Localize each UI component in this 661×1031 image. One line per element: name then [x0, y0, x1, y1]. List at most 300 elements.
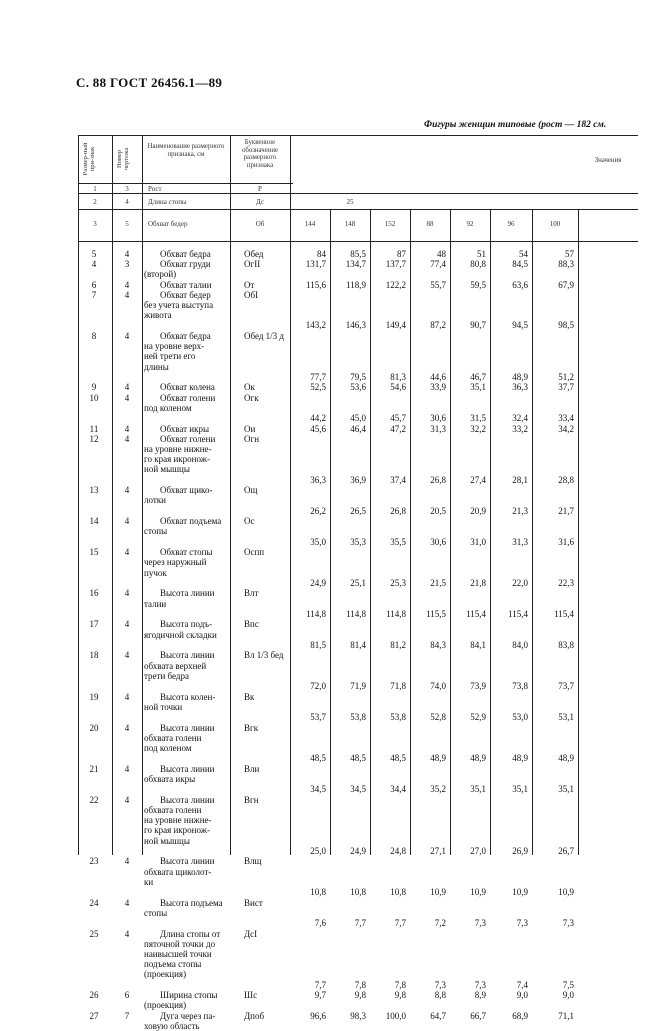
measure-name: Обхват бедер — [160, 289, 211, 300]
measure-name: лотки — [144, 495, 166, 506]
row-number: 11 — [89, 423, 99, 434]
value-cell: 7,3 — [434, 979, 446, 990]
value-cell: 64,7 — [430, 1010, 446, 1021]
value-cell: 10,9 — [512, 887, 528, 897]
value-cell: 25,3 — [390, 577, 406, 588]
value-cell: 34,5 — [310, 784, 326, 795]
drawing-number: 4 — [124, 433, 130, 444]
measure-name: стопы — [144, 907, 168, 918]
value-cell: 7,8 — [354, 979, 366, 990]
value-cell: 96 — [507, 220, 515, 228]
measure-code: Обед 1/3 д — [244, 331, 284, 341]
value-cell: 52,5 — [310, 382, 326, 393]
drawing-number: 4 — [124, 279, 130, 290]
drawing-number: 4 — [124, 485, 130, 496]
measure-name: Обхват голени — [160, 392, 216, 403]
value-cell: 35,1 — [470, 784, 486, 795]
value-cell: 33,4 — [558, 413, 574, 423]
drawing-number: 3 — [125, 185, 129, 193]
value-cell: 77,7 — [310, 371, 326, 382]
value-cell: 7,3 — [474, 918, 486, 928]
value-cell: 31,6 — [558, 536, 574, 547]
measure-code: Дс — [256, 198, 264, 206]
value-cell: 81,5 — [310, 639, 326, 650]
value-cell: 25,1 — [350, 577, 366, 588]
value-cell: 26,7 — [558, 845, 574, 856]
measure-name: ной точки — [144, 701, 183, 712]
value-cell: 20,9 — [470, 505, 486, 516]
measure-name: го края икронож- — [144, 825, 210, 836]
measure-code: Ощ — [244, 485, 258, 496]
value-cell: 67,9 — [558, 279, 574, 290]
measure-name: под коленом — [144, 402, 192, 413]
measure-name: Высота подъема — [160, 897, 223, 908]
drawing-number: 4 — [124, 650, 130, 661]
value-cell: 35,3 — [350, 536, 366, 547]
row-number: 6 — [91, 279, 97, 290]
value-cell: 36,3 — [512, 382, 528, 393]
row-number: 22 — [89, 794, 99, 805]
value-cell: 24,8 — [390, 845, 406, 856]
measure-name: длины — [144, 361, 169, 372]
value-cell: 66,7 — [470, 1010, 486, 1021]
measure-code: Впс — [244, 619, 259, 630]
value-cell: 73,7 — [558, 681, 574, 691]
col-rule — [410, 209, 411, 855]
row-number: 10 — [89, 392, 99, 403]
value-cell: 81,2 — [390, 639, 406, 650]
measure-code: Огк — [244, 392, 259, 403]
measure-name: живота — [144, 310, 172, 321]
value-cell: 71,9 — [350, 681, 366, 691]
value-cell: 48,9 — [430, 753, 446, 764]
value-cell: 31,3 — [512, 536, 528, 547]
value-cell: 87,2 — [430, 320, 446, 331]
drawing-number: 4 — [124, 691, 130, 702]
value-cell: 96,6 — [310, 1010, 326, 1021]
value-cell: 46,4 — [350, 423, 366, 434]
value-cell: 7,5 — [562, 979, 574, 990]
measure-name: го края икронож- — [144, 454, 210, 465]
measure-name: Обхват груди — [160, 259, 211, 270]
value-cell: 26,2 — [310, 505, 326, 516]
value-cell: 10,9 — [470, 887, 486, 897]
row-rule — [78, 241, 638, 242]
measure-name: Высота линии — [160, 856, 215, 867]
measure-code: Огн — [244, 433, 260, 444]
value-cell: 28,8 — [558, 474, 574, 485]
row-number: 15 — [89, 547, 99, 558]
col-rule — [490, 209, 491, 855]
drawing-number: 4 — [124, 516, 130, 527]
measure-name: обхвата голени — [144, 805, 202, 815]
drawing-number: 4 — [124, 249, 130, 259]
measure-name: Высота линии — [160, 588, 215, 599]
value-cell: 34,2 — [558, 423, 574, 434]
value-cell: 45,6 — [310, 423, 326, 434]
row-number: 14 — [89, 516, 99, 527]
col-rule — [330, 209, 331, 855]
measure-name: Дуга через па- — [160, 1010, 216, 1021]
value-cell: 24,9 — [310, 577, 326, 588]
measure-code: ОбI — [244, 289, 259, 300]
measure-code: Вгн — [244, 794, 259, 805]
measure-code: ОгII — [244, 259, 261, 270]
measure-name: (проекция) — [144, 1000, 187, 1011]
value-cell: 114,8 — [346, 608, 366, 619]
measure-code: Обед — [244, 249, 264, 259]
measure-name: Обхват колена — [160, 382, 215, 393]
value-cell: 21,8 — [470, 577, 486, 588]
measure-code: Влт — [244, 588, 259, 599]
value-cell: 54,6 — [390, 382, 406, 393]
value-cell: 98,5 — [558, 320, 574, 331]
table-title: Фигуры женщин типовые (рост — 182 см. — [424, 120, 607, 130]
value-cell: 25 — [346, 198, 354, 206]
row-number: 12 — [89, 433, 99, 444]
drawing-number: 4 — [124, 289, 130, 300]
measure-name: Обхват бедер — [148, 220, 188, 228]
row-number: 1 — [93, 185, 97, 193]
value-cell: 37,7 — [558, 382, 574, 393]
measure-name: обхвата икры — [144, 774, 196, 784]
value-cell: 27,0 — [470, 845, 486, 856]
value-cell: 55,7 — [430, 279, 446, 290]
value-cell: 53,8 — [390, 712, 406, 722]
measure-name: на уровне нижне- — [144, 815, 212, 826]
measure-name: ной мышцы — [144, 835, 190, 846]
drawing-number: 4 — [124, 897, 130, 908]
value-cell: 71,1 — [558, 1010, 574, 1021]
value-cell: 149,4 — [385, 320, 406, 331]
value-cell: 21,3 — [512, 505, 528, 516]
value-cell: 33,9 — [430, 382, 446, 393]
value-cell: 30,6 — [430, 536, 446, 547]
value-cell: 52,8 — [430, 712, 446, 722]
measure-code: ДсI — [244, 928, 258, 939]
value-cell: 122,2 — [385, 279, 406, 290]
value-cell: 90,7 — [470, 320, 486, 331]
measure-code: Оспп — [244, 547, 265, 558]
row-number: 5 — [91, 249, 97, 259]
drawing-number: 5 — [125, 220, 129, 228]
measure-name: (второй) — [144, 269, 177, 280]
value-cell: 9,8 — [394, 990, 406, 1001]
value-cell: 47,2 — [390, 423, 406, 434]
value-cell: 27,4 — [470, 474, 486, 485]
value-cell: 72,0 — [310, 681, 326, 691]
value-cell: 83,8 — [558, 639, 574, 650]
measure-name: Обхват бедра — [160, 331, 211, 341]
measure-code: Вли — [244, 763, 260, 774]
page-header: С. 88 ГОСТ 26456.1—89 — [76, 75, 223, 90]
value-cell: 152 — [384, 220, 396, 228]
measure-name: пучок — [144, 567, 167, 578]
row-number: 9 — [91, 382, 97, 393]
header-col-sign: Размер-ный при-знак — [82, 142, 96, 176]
value-cell: 7,4 — [516, 979, 528, 990]
measure-name: Высота линии — [160, 794, 215, 805]
value-cell: 88,3 — [558, 259, 574, 270]
row-number: 24 — [89, 897, 99, 908]
value-cell: 77,4 — [430, 259, 446, 270]
drawing-number: 7 — [124, 1010, 130, 1021]
measure-name: обхвата щиколот- — [144, 866, 212, 877]
value-cell: 32,2 — [470, 423, 486, 434]
value-cell: 51,2 — [558, 371, 574, 382]
value-cell: 9,0 — [562, 990, 574, 1001]
drawing-number: 4 — [124, 588, 130, 599]
row-number: 16 — [89, 588, 99, 599]
row-number: 2 — [93, 198, 97, 206]
value-cell: 21,7 — [558, 505, 574, 516]
value-cell: 137,7 — [385, 259, 406, 270]
measure-code: Шс — [244, 990, 258, 1001]
measure-name: Высота линии — [160, 763, 215, 774]
value-cell: 73,8 — [512, 681, 528, 691]
value-cell: 48,5 — [350, 753, 366, 764]
drawing-number: 4 — [124, 331, 130, 341]
value-cell: 53,1 — [558, 712, 574, 722]
value-cell: 148 — [344, 220, 356, 228]
value-cell: 35,1 — [470, 382, 486, 393]
value-cell: 100,0 — [385, 1010, 406, 1021]
drawing-number: 4 — [124, 856, 130, 867]
value-cell: 37,4 — [390, 474, 406, 485]
measure-name: Обхват талии — [160, 279, 212, 290]
row-number: 27 — [89, 1010, 99, 1021]
value-cell: 131,7 — [305, 259, 326, 270]
value-cell: 48,9 — [512, 371, 528, 382]
value-cell: 26,8 — [430, 474, 446, 485]
value-cell: 53,7 — [310, 712, 326, 722]
measure-name: ной мышцы — [144, 464, 190, 475]
value-cell: 31,0 — [470, 536, 486, 547]
row-number: 21 — [89, 763, 99, 774]
measure-name: подъема стопы — [144, 959, 202, 970]
value-cell: 9,7 — [314, 990, 326, 1001]
measure-code: Ос — [244, 516, 255, 527]
value-cell: 73,9 — [470, 681, 486, 691]
measure-code: Об — [255, 220, 265, 228]
value-cell: 8,8 — [434, 990, 446, 1001]
value-cell: 24,9 — [350, 845, 366, 856]
measure-name: ховую область — [144, 1020, 200, 1031]
value-cell: 48,9 — [558, 753, 574, 764]
measure-name: трети бедра — [144, 670, 189, 681]
measure-name: без учета выступа — [144, 300, 214, 310]
value-cell: 63,6 — [512, 279, 528, 290]
measure-name: стопы — [144, 526, 168, 537]
measure-name: ягодичной складки — [144, 629, 217, 640]
value-cell: 10,8 — [390, 887, 406, 897]
measure-name: через наружный — [144, 557, 207, 568]
drawing-number: 4 — [124, 722, 130, 733]
value-cell: 7,7 — [354, 918, 366, 928]
col-rule — [450, 209, 451, 855]
col-rule — [230, 135, 231, 855]
value-cell: 25,0 — [310, 845, 326, 856]
value-cell: 9,0 — [516, 990, 528, 1001]
value-cell: 46,7 — [470, 371, 486, 382]
value-cell: 53,0 — [512, 712, 528, 722]
col-rule — [532, 209, 533, 855]
measure-code: Влщ — [244, 856, 262, 867]
value-cell: 26,9 — [512, 845, 528, 856]
measure-name: Обхват голени — [160, 433, 216, 444]
value-cell: 144 — [304, 220, 316, 228]
measure-name: ки — [144, 876, 154, 887]
measure-name: Ширина стопы — [160, 990, 218, 1001]
measure-name: под коленом — [144, 743, 192, 753]
value-cell: 35,1 — [558, 784, 574, 795]
value-cell: 22,0 — [512, 577, 528, 588]
value-cell: 85,5 — [350, 249, 366, 259]
value-cell: 48,9 — [512, 753, 528, 764]
measure-name: Обхват икры — [160, 423, 210, 434]
value-cell: 84,1 — [470, 639, 486, 650]
measure-name: Высота подъ- — [160, 619, 213, 630]
value-cell: 26,5 — [350, 505, 366, 516]
value-cell: 32,4 — [512, 413, 528, 423]
drawing-number: 4 — [124, 382, 130, 393]
measure-name: на уровне нижне- — [144, 444, 212, 454]
col-rule — [142, 135, 143, 855]
measure-name: Обхват стопы — [160, 547, 213, 558]
row-number: 23 — [89, 856, 99, 867]
value-cell: 9,8 — [354, 990, 366, 1001]
drawing-number: 6 — [124, 990, 130, 1001]
value-cell: 7,6 — [314, 918, 326, 928]
measure-name: Высота линии — [160, 722, 215, 733]
value-cell: 84,0 — [512, 639, 528, 650]
value-cell: 35,5 — [390, 536, 406, 547]
measure-name: наивысшей точки — [144, 949, 212, 959]
value-cell: 114,8 — [306, 608, 326, 619]
row-number: 18 — [89, 650, 99, 661]
value-cell: 35,0 — [310, 536, 326, 547]
value-cell: 100 — [549, 220, 561, 228]
value-cell: 81,4 — [350, 639, 366, 650]
drawing-number: 4 — [124, 763, 130, 774]
measurement-table — [78, 135, 638, 1031]
measure-code: Вгк — [244, 722, 259, 733]
header-col-drawing: Номер чертежа — [116, 147, 130, 171]
value-cell: 31,3 — [430, 423, 446, 434]
value-cell: 8,9 — [474, 990, 486, 1001]
measure-code: Вк — [244, 691, 255, 702]
value-cell: 7,3 — [562, 918, 574, 928]
value-cell: 48,5 — [390, 753, 406, 764]
value-cell: 57 — [565, 249, 574, 259]
row-number: 19 — [89, 691, 99, 702]
value-cell: 48,9 — [470, 753, 486, 764]
value-cell: 115,6 — [306, 279, 326, 290]
measure-name: талии — [144, 598, 167, 609]
value-cell: 79,5 — [350, 371, 366, 382]
header-col-name: Наименование размерного признака, см — [147, 143, 225, 158]
value-cell: 143,2 — [305, 320, 326, 331]
measure-code: От — [244, 279, 255, 290]
value-cell: 118,9 — [346, 279, 366, 290]
value-cell: 146,3 — [345, 320, 366, 331]
value-cell: 68,9 — [512, 1010, 528, 1021]
value-cell: 115,4 — [554, 608, 574, 619]
value-cell: 74,0 — [430, 681, 446, 691]
value-cell: 27,1 — [430, 845, 446, 856]
row-number: 17 — [89, 619, 99, 630]
value-cell: 28,1 — [512, 474, 528, 485]
measure-name: на уровне верх- — [144, 341, 205, 352]
value-cell: 51 — [477, 249, 486, 259]
value-cell: 115,4 — [508, 608, 528, 619]
measure-code: Дпоб — [244, 1010, 265, 1021]
value-cell: 53,6 — [350, 382, 366, 393]
value-cell: 31,5 — [470, 413, 486, 423]
row-number: 4 — [91, 259, 97, 270]
value-cell: 115,4 — [466, 608, 486, 619]
drawing-number: 4 — [124, 794, 130, 805]
drawing-number: 3 — [124, 259, 130, 270]
value-cell: 7,3 — [516, 918, 528, 928]
measure-name: обхвата голени — [144, 732, 202, 743]
value-cell: 48,5 — [310, 753, 326, 764]
value-cell: 114,8 — [386, 608, 406, 619]
measure-name: Рост — [148, 185, 162, 193]
value-cell: 81,3 — [390, 371, 406, 382]
measure-code: Ок — [244, 382, 255, 393]
measure-code: Вл 1/3 бед — [244, 650, 284, 661]
value-cell: 134,7 — [345, 259, 366, 270]
value-cell: 33,2 — [512, 423, 528, 434]
value-cell: 88 — [426, 220, 434, 228]
measure-name: Обхват бедра — [160, 249, 211, 259]
row-number: 8 — [91, 331, 97, 341]
drawing-number: 4 — [124, 392, 130, 403]
measure-code: Вист — [244, 897, 263, 908]
value-cell: 71,8 — [390, 681, 406, 691]
value-cell: 53,8 — [350, 712, 366, 722]
value-cell: 34,5 — [350, 784, 366, 795]
value-cell: 98,3 — [350, 1010, 366, 1021]
value-cell: 59,5 — [470, 279, 486, 290]
value-cell: 84 — [317, 249, 326, 259]
value-cell: 22,3 — [558, 577, 574, 588]
drawing-number: 4 — [124, 928, 130, 939]
measure-name: Высота колен- — [160, 691, 216, 702]
measure-name: Высота линии — [160, 650, 215, 661]
row-number: 7 — [91, 289, 97, 300]
row-number: 25 — [89, 928, 99, 939]
value-cell: 115,5 — [426, 608, 446, 619]
measure-name: (проекция) — [144, 969, 187, 980]
value-cell: 52,9 — [470, 712, 486, 722]
drawing-number: 4 — [125, 198, 129, 206]
value-cell: 35,2 — [430, 784, 446, 795]
value-cell: 36,9 — [350, 474, 366, 485]
measure-name: Обхват подъема — [160, 516, 222, 527]
value-cell: 45,0 — [350, 413, 366, 423]
row-number: 26 — [89, 990, 99, 1001]
value-cell: 84,5 — [512, 259, 528, 270]
value-cell: 92 — [466, 220, 474, 228]
value-cell: 44,2 — [310, 413, 326, 423]
measure-name: Длина стопы — [148, 198, 187, 206]
col-rule — [370, 209, 371, 855]
drawing-number: 4 — [124, 423, 130, 434]
drawing-number: 4 — [124, 547, 130, 558]
value-cell: 54 — [519, 249, 528, 259]
